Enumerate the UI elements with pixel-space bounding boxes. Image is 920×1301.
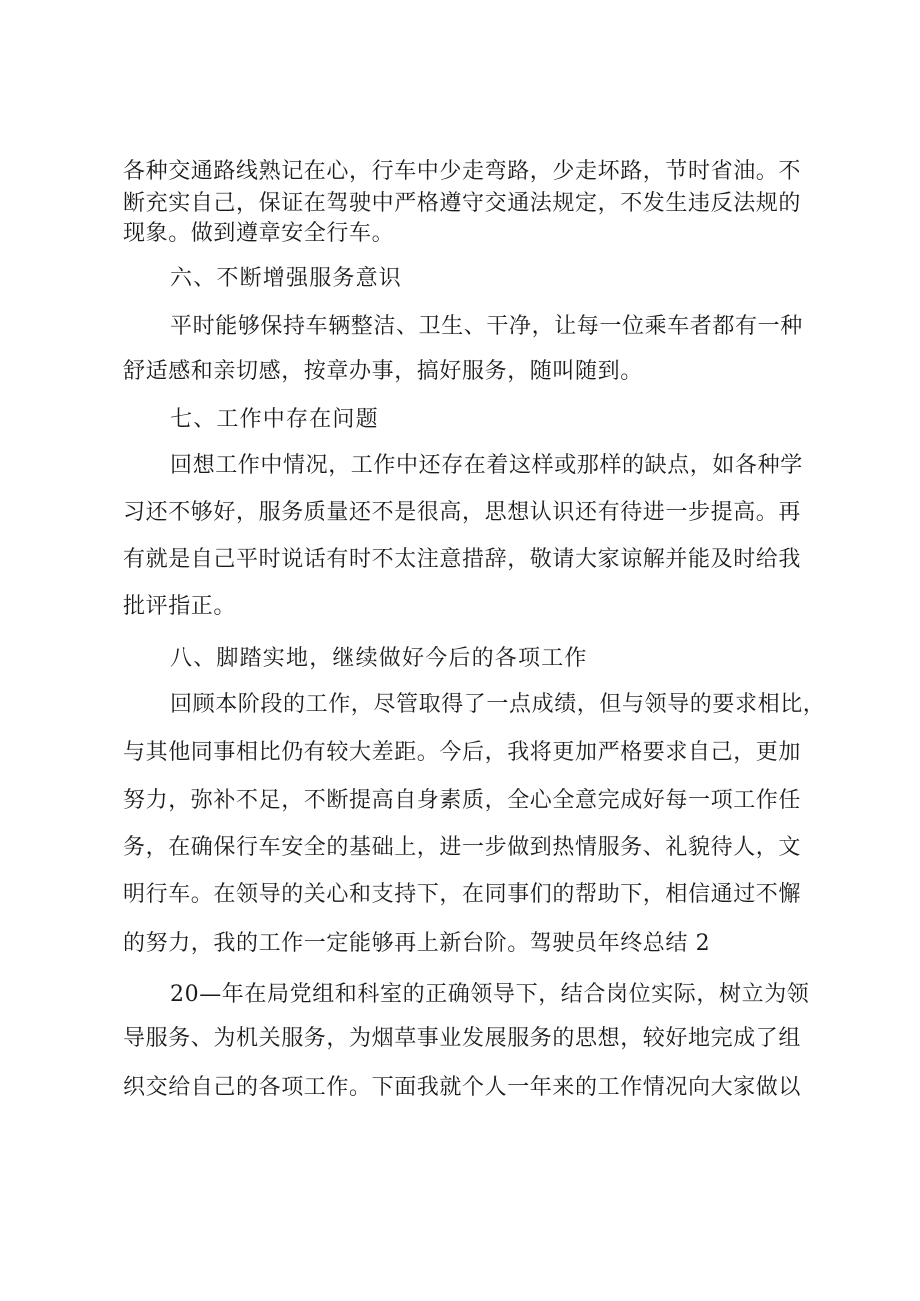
- section-heading: 六、不断增强服务意识: [170, 266, 403, 291]
- paragraph-line: 务，在确保行车安全的基础上，进一步做到热情服务、礼貌待人，文: [123, 835, 802, 860]
- paragraph-line: 回顾本阶段的工作，尽管取得了一点成绩，但与领导的要求相比，: [170, 692, 826, 717]
- paragraph-line: 努力，弥补不足，不断提高自身素质，全心全意完成好每一项工作任: [123, 788, 802, 813]
- paragraph-line: 断充实自己，保证在驾驶中严格遵守交通法规定，不发生违反法规的: [123, 191, 802, 216]
- section-heading: 七、工作中存在问题: [170, 407, 379, 432]
- paragraph-line: 各种交通路线熟记在心，行车中少走弯路，少走坏路，节时省油。不: [123, 159, 802, 184]
- paragraph-line: 舒适感和亲切感，按章办事，搞好服务，随叫随到。: [123, 359, 643, 384]
- paragraph-line: 与其他同事相比仍有较大差距。今后，我将更加严格要求自己，更加: [123, 740, 802, 765]
- paragraph-line: 批评指正。: [123, 594, 237, 619]
- section-heading: 八、脚踏实地，继续做好今后的各项工作: [170, 646, 588, 671]
- paragraph-line: 平时能够保持车辆整洁、卫生、干净，让每一位乘车者都有一种: [170, 314, 803, 339]
- paragraph-line: 20—年在局党组和科室的正确领导下，结合岗位实际，树立为领: [170, 982, 810, 1007]
- paragraph-line: 导服务、为机关服务，为烟草事业发展服务的思想，较好地完成了组: [123, 1026, 802, 1051]
- paragraph-line: 回想工作中情况，工作中还存在着这样或那样的缺点，如各种学: [170, 453, 803, 478]
- paragraph-line: 的努力，我的工作一定能够再上新台阶。驾驶员年终总结 2: [123, 931, 711, 956]
- paragraph-line: 织交给自己的各项工作。下面我就个人一年来的工作情况向大家做以: [123, 1075, 802, 1100]
- paragraph-line: 习还不够好，服务质量还不是很高，思想认识还有待进一步提高。再: [123, 500, 802, 525]
- paragraph-line: 现象。做到遵章安全行车。: [123, 221, 395, 246]
- paragraph-line: 有就是自己平时说话有时不太注意措辞，敬请大家谅解并能及时给我: [123, 547, 802, 572]
- paragraph-line: 明行车。在领导的关心和支持下，在同事们的帮助下，相信通过不懈: [123, 882, 802, 907]
